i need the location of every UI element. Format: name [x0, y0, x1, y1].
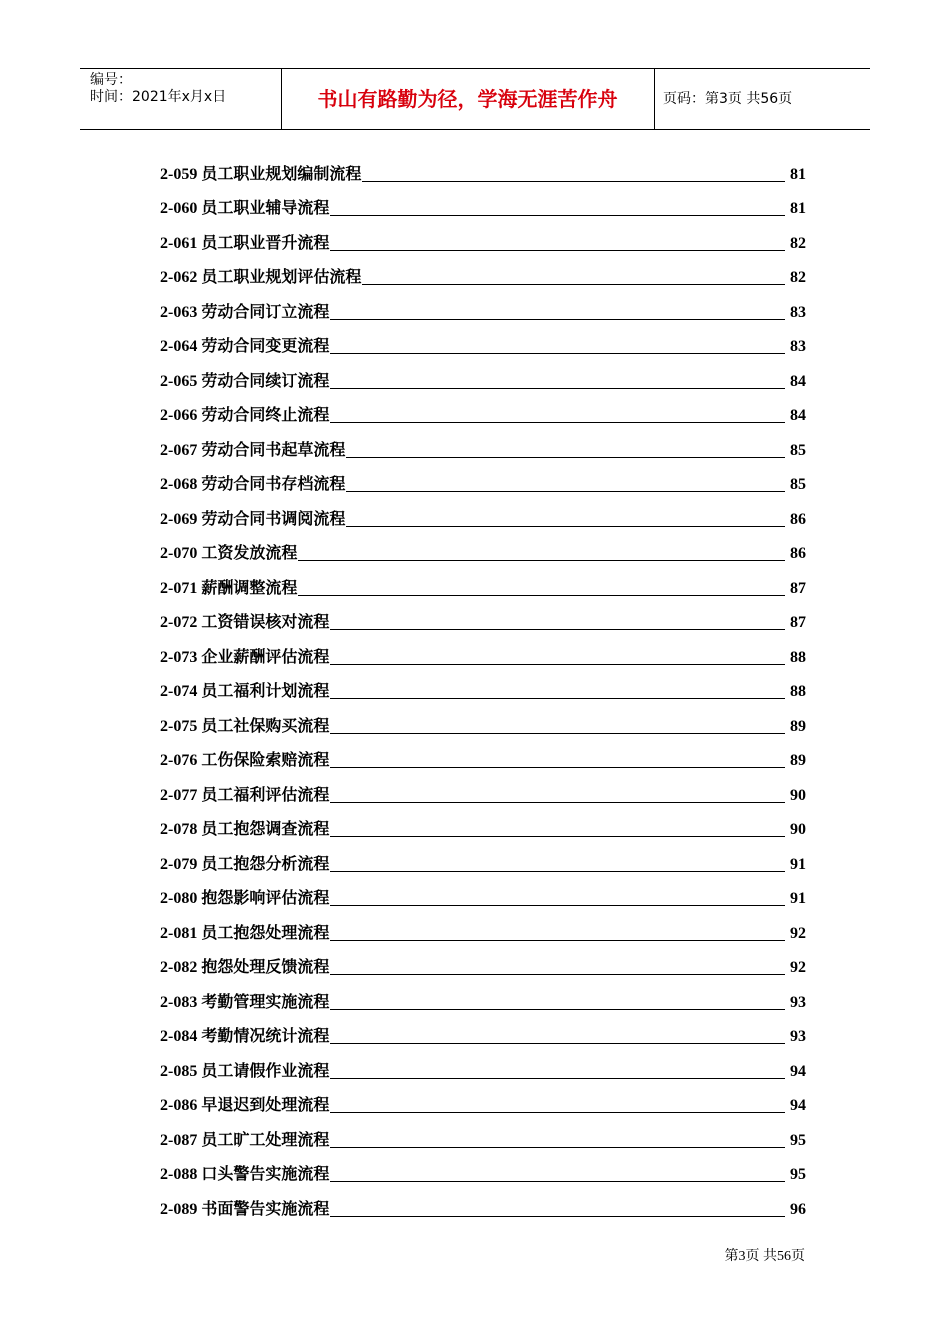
toc-entry-title: 2-065 劳动合同续订流程: [160, 372, 330, 390]
toc-leader-line: [362, 181, 785, 182]
toc-entry-page: 92: [790, 924, 806, 942]
toc-leader-line: [330, 905, 785, 906]
toc-entry[interactable]: [160, 219, 806, 254]
toc-entry-page: 93: [790, 993, 806, 1011]
table-of-contents: [160, 150, 806, 1220]
toc-entry[interactable]: [160, 702, 806, 737]
toc-leader-line: [362, 284, 785, 285]
page-footer: 第3页 共56页: [724, 1249, 805, 1264]
toc-leader-line: [330, 422, 785, 423]
toc-entry-title: 2-072 工资错误核对流程: [160, 614, 330, 631]
toc-entry-title: 2-071 薪酬调整流程: [160, 579, 298, 597]
toc-entry-title: 2-070 工资发放流程: [160, 545, 298, 562]
toc-entry[interactable]: [160, 1082, 806, 1117]
header-info-cell: [80, 69, 282, 129]
toc-entry[interactable]: [160, 426, 806, 461]
toc-entry-page: 93: [790, 1028, 806, 1045]
toc-leader-line: [330, 940, 785, 941]
toc-entry[interactable]: [160, 150, 806, 185]
toc-leader-line: [298, 595, 785, 596]
toc-entry-title: 2-075 员工社保购买流程: [160, 717, 330, 735]
toc-leader-line: [330, 1078, 785, 1079]
toc-leader-line: [330, 698, 785, 699]
toc-leader-line: [330, 1043, 785, 1044]
toc-entry-page: 82: [790, 234, 806, 252]
toc-leader-line: [330, 802, 785, 803]
toc-entry-title: 2-062 员工职业规划评估流程: [160, 269, 362, 286]
toc-entry-title: 2-087 员工旷工处理流程: [160, 1131, 330, 1149]
toc-entry-title: 2-069 劳动合同书调阅流程: [160, 510, 346, 528]
toc-leader-line: [330, 353, 785, 354]
toc-entry-title: 2-086 早退迟到处理流程: [160, 1097, 330, 1114]
toc-entry-title: 2-061 员工职业晋升流程: [160, 234, 330, 252]
toc-entry-title: 2-084 考勤情况统计流程: [160, 1028, 330, 1045]
toc-entry-title: 2-080 抱怨影响评估流程: [160, 890, 330, 907]
toc-entry[interactable]: [160, 840, 806, 875]
toc-entry-title: 2-078 员工抱怨调查流程: [160, 821, 330, 838]
toc-leader-line: [330, 319, 785, 320]
toc-entry-page: 90: [790, 821, 806, 838]
toc-entry[interactable]: [160, 737, 806, 772]
toc-entry[interactable]: [160, 1185, 806, 1220]
toc-entry[interactable]: [160, 875, 806, 910]
toc-leader-line: [330, 836, 785, 837]
toc-entry-page: 94: [790, 1097, 806, 1114]
toc-entry-title: 2-088 口头警告实施流程: [160, 1166, 330, 1183]
toc-entry[interactable]: [160, 909, 806, 944]
toc-entry-page: 91: [790, 855, 806, 873]
toc-leader-line: [330, 767, 785, 768]
toc-entry-page: 95: [790, 1131, 806, 1149]
toc-entry-page: 89: [790, 717, 806, 735]
toc-entry-title: 2-082 抱怨处理反馈流程: [160, 959, 330, 976]
toc-entry-page: 84: [790, 372, 806, 390]
toc-entry-title: 2-081 员工抱怨处理流程: [160, 924, 330, 942]
toc-entry-page: 85: [790, 441, 806, 459]
toc-entry-title: 2-066 劳动合同终止流程: [160, 407, 330, 424]
toc-leader-line: [330, 733, 785, 734]
toc-entry[interactable]: [160, 1151, 806, 1186]
toc-entry-page: 85: [790, 476, 806, 493]
toc-entry[interactable]: [160, 254, 806, 289]
toc-entry-title: 2-089 书面警告实施流程: [160, 1200, 330, 1218]
toc-entry[interactable]: [160, 1013, 806, 1048]
toc-entry-title: 2-060 员工职业辅导流程: [160, 200, 330, 217]
toc-entry[interactable]: [160, 288, 806, 323]
toc-leader-line: [346, 526, 785, 527]
toc-entry-page: 90: [790, 786, 806, 804]
toc-entry-title: 2-077 员工福利评估流程: [160, 786, 330, 804]
toc-entry[interactable]: [160, 944, 806, 979]
document-time-label: 时间：2021年x月x日: [90, 89, 227, 105]
toc-entry[interactable]: [160, 530, 806, 565]
toc-entry-page: 83: [790, 303, 806, 321]
toc-entry[interactable]: [160, 1047, 806, 1082]
toc-entry-title: 2-073 企业薪酬评估流程: [160, 648, 330, 666]
toc-entry-page: 82: [790, 269, 806, 286]
toc-entry[interactable]: [160, 1116, 806, 1151]
toc-entry[interactable]: [160, 461, 806, 496]
toc-entry-page: 88: [790, 648, 806, 666]
toc-entry-page: 88: [790, 683, 806, 700]
toc-entry[interactable]: [160, 633, 806, 668]
toc-entry-page: 96: [790, 1200, 806, 1218]
toc-leader-line: [330, 1147, 785, 1148]
toc-entry-page: 92: [790, 959, 806, 976]
toc-leader-line: [330, 871, 785, 872]
toc-entry-page: 86: [790, 545, 806, 562]
header-page-cell: [655, 69, 870, 129]
toc-entry-title: 2-064 劳动合同变更流程: [160, 338, 330, 355]
toc-entry-page: 95: [790, 1166, 806, 1183]
document-number-label: 编号：: [90, 72, 132, 88]
toc-entry-title: 2-067 劳动合同书起草流程: [160, 441, 346, 459]
toc-entry-page: 87: [790, 614, 806, 631]
toc-leader-line: [330, 629, 785, 630]
toc-entry-page: 86: [790, 510, 806, 528]
page-header: [80, 68, 870, 130]
toc-entry-page: 91: [790, 890, 806, 907]
toc-entry-title: 2-079 员工抱怨分析流程: [160, 855, 330, 873]
toc-entry-page: 89: [790, 752, 806, 769]
toc-leader-line: [330, 215, 785, 216]
header-page-info: 页码：第3页 共56页: [663, 91, 793, 107]
header-motto-cell: [281, 69, 655, 129]
toc-entry-page: 81: [790, 200, 806, 217]
toc-entry-page: 83: [790, 338, 806, 355]
toc-leader-line: [330, 664, 785, 665]
toc-leader-line: [330, 388, 785, 389]
toc-leader-line: [330, 1009, 785, 1010]
toc-entry[interactable]: [160, 357, 806, 392]
toc-entry[interactable]: [160, 599, 806, 634]
toc-entry-title: 2-068 劳动合同书存档流程: [160, 476, 346, 493]
toc-entry-title: 2-083 考勤管理实施流程: [160, 993, 330, 1011]
toc-entry[interactable]: [160, 668, 806, 703]
toc-entry[interactable]: [160, 978, 806, 1013]
toc-leader-line: [330, 1181, 785, 1182]
toc-entry-page: 81: [790, 165, 806, 183]
toc-entry-title: 2-076 工伤保险索赔流程: [160, 752, 330, 769]
toc-entry[interactable]: [160, 806, 806, 841]
toc-entry[interactable]: [160, 392, 806, 427]
toc-entry[interactable]: [160, 771, 806, 806]
toc-leader-line: [298, 560, 785, 561]
toc-leader-line: [346, 457, 785, 458]
toc-entry-title: 2-059 员工职业规划编制流程: [160, 165, 362, 183]
toc-entry-title: 2-063 劳动合同订立流程: [160, 303, 330, 321]
toc-leader-line: [330, 1216, 785, 1217]
header-motto: 书山有路勤为径，学海无涯苦作舟: [317, 87, 618, 111]
toc-entry-page: 94: [790, 1062, 806, 1080]
toc-leader-line: [330, 974, 785, 975]
toc-leader-line: [330, 1112, 785, 1113]
toc-entry[interactable]: [160, 323, 806, 358]
toc-entry[interactable]: [160, 185, 806, 220]
toc-leader-line: [330, 250, 785, 251]
toc-entry[interactable]: [160, 564, 806, 599]
toc-entry-title: 2-085 员工请假作业流程: [160, 1062, 330, 1080]
toc-entry-title: 2-074 员工福利计划流程: [160, 683, 330, 700]
toc-entry-page: 84: [790, 407, 806, 424]
toc-entry-page: 87: [790, 579, 806, 597]
toc-entry[interactable]: [160, 495, 806, 530]
toc-leader-line: [346, 491, 785, 492]
